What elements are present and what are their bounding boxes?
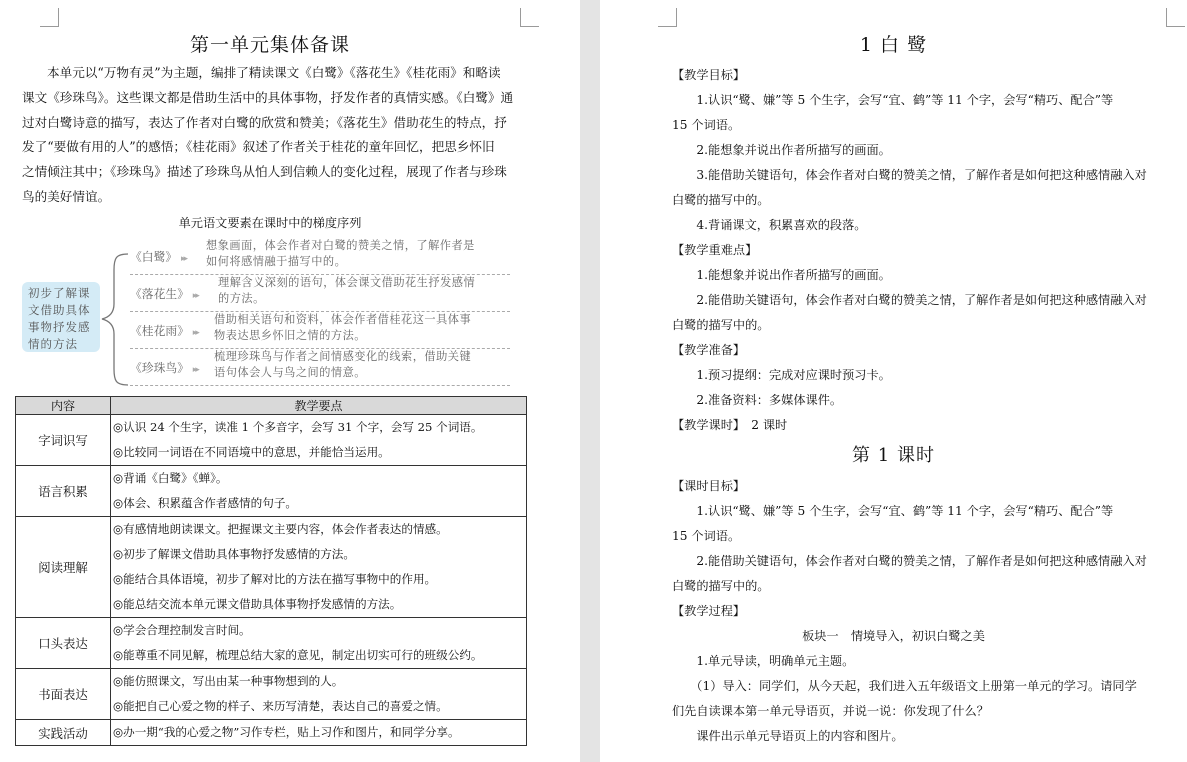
table-point: ◎体会、积累蕴含作者感情的句子。 [113,496,298,510]
crop-mark [40,8,59,27]
page-gutter [580,0,600,762]
table-points [111,669,527,720]
intro-paragraph [22,61,520,210]
text-line: 4.背诵课文，积累喜欢的段落。 [672,218,867,232]
teaching-points-table [15,396,527,746]
diagram-desc: 梳理珍珠鸟与作者之间情感变化的线索，借助关键 语句体会人与鸟之间的情意。 [214,350,472,379]
text-line: 2.能借助关键语句，体会作者对白鹭的赞美之情，了解作者是如何把这种感情融入对 [672,554,1147,568]
table-point: ◎能尊重不同见解，梳理总结大家的意见，制定出切实可行的班级公约。 [113,648,483,662]
text-line: 1.认识“鹭、嫌”等 5 个生字，会写“宜、鹤”等 11 个字，会写“精巧、配合”等 [672,504,1114,518]
table-header: 内容 [16,397,111,415]
text-line: （1）导入：同学们，从今天起，我们进入五年级语文上册第一单元的学习。请同学 [672,679,1137,693]
text-line: 1.单元导读，明确单元主题。 [672,654,855,668]
diagram-row [130,277,510,312]
table-point: ◎能总结交流本单元课文借助具体事物抒发感情的方法。 [113,597,402,611]
table-point: ◎认识 24 个生字，读准 1 个多音字，会写 31 个字，会写 25 个词语。 [113,420,483,434]
table-category: 字词识写 [16,415,111,466]
lesson-title: 1 白 鹭 [859,34,928,56]
text-line: 【教学过程】 [672,604,746,618]
table-point: ◎能把自己心爱之物的样子、来历写清楚，表达自己的喜爱之情。 [113,699,448,713]
crop-mark [658,8,677,27]
diagram-lesson: 《桂花雨》 ▸▸ [130,324,198,338]
diagram-row [130,314,510,349]
right-page [600,0,1187,762]
page-title: 第一单元集体备课 [189,34,350,56]
text-line: 2.能借助关键语句，体会作者对白鹭的赞美之情，了解作者是如何把这种感情融入对 [672,293,1147,307]
table-header-row [16,397,527,415]
diagram-title: 单元语文要素在课时中的梯度序列 [178,216,362,230]
table-point: ◎学会合理控制发言时间。 [113,623,251,637]
table-points [111,720,527,746]
text-line: 3.能借助关键语句，体会作者对白鹭的赞美之情，了解作者是如何把这种感情融入对 [672,168,1147,182]
diagram-lesson: 《落花生》 ▸▸ [130,287,198,301]
diagram-row [130,240,510,275]
diagram-lesson: 《白鹭》 ▸▸ [130,250,186,264]
text-line: 课件出示单元导语页上的内容和图片。 [672,729,904,743]
diagram-center-box: 初步了解课文借助具体事物抒发感情的方法 [22,282,100,352]
table-points [111,466,527,517]
table-point: ◎背诵《白鹭》《蝉》。 [113,471,228,485]
table-points [111,415,527,466]
diagram-desc: 借助相关语句和资料，体会作者借桂花这一具体事 物表达思乡怀旧之情的方法。 [214,313,472,342]
text-line: 白鹭的描写中的。 [672,579,770,593]
text-line: 们先自读课本第一单元导语页，并说一说：你发现了什么？ [672,704,989,718]
text-line: 15 个词语。 [672,118,741,132]
table-category: 口头表达 [16,618,111,669]
text-line: 白鹭的描写中的。 [672,318,770,332]
text-line: 【教学目标】 [672,68,746,82]
diagram-row [130,351,510,386]
text-line: 15 个词语。 [672,529,741,543]
table-category: 阅读理解 [16,517,111,618]
text-line: 1.能想象并说出作者所描写的画面。 [672,268,891,282]
brace-icon [100,252,130,387]
table-row [16,466,527,517]
intro-line: 本单元以“万物有灵”为主题，编排了精读课文《白鹭》《落花生》《桂花雨》和略读 [47,65,501,80]
text-line: 白鹭的描写中的。 [672,193,770,207]
intro-line: 鸟的美好情谊。 [22,188,111,204]
text-line: 1.认识“鹭、嫌”等 5 个生字，会写“宜、鹤”等 11 个字，会写“精巧、配合”等 [672,93,1114,107]
diagram-desc: 想象画面，体会作者对白鹭的赞美之情，了解作者是 如何将感情融于描写中的。 [206,239,475,268]
text-line: 【教学准备】 [672,343,746,357]
table-point: ◎有感情地朗读课文。把握课文主要内容，体会作者表达的情感。 [113,522,448,536]
table-row [16,618,527,669]
intro-line: 发了“要做有用的人”的感悟；《桂花雨》叙述了作者关于桂花的童年回忆，把思乡怀旧 [22,139,495,155]
text-line: 【课时目标】 [672,479,746,493]
table-row [16,517,527,618]
table-category: 实践活动 [16,720,111,746]
table-point: ◎初步了解课文借助具体事物抒发感情的方法。 [113,547,355,561]
intro-line: 过对白鹭诗意的描写，表达了作者对白鹭的欣赏和赞美；《落花生》借助花生的特点，抒 [22,114,507,130]
intro-line: 课文《珍珠鸟》。这些课文都是借助生活中的具体事物，抒发作者的真情实感。《白鹭》通 [22,89,514,105]
diagram-lesson: 《珍珠鸟》 ▸▸ [130,361,198,375]
table-point: ◎能结合具体语境，初步了解对比的方法在描写事物中的作用。 [113,572,437,586]
table-point: ◎比较同一词语在不同语境中的意思，并能恰当运用。 [113,445,390,459]
block-title: 板块一 情境导入，初识白鹭之美 [802,629,985,643]
table-header: 教学要点 [111,397,527,415]
table-category: 语言积累 [16,466,111,517]
text-line: 【教学重难点】 [672,243,758,257]
table-points [111,618,527,669]
crop-mark [520,8,539,27]
table-row [16,669,527,720]
table-row [16,720,527,746]
table-point: ◎办一期“我的心爱之物”习作专栏，贴上习作和图片，和同学分享。 [113,725,460,739]
text-line: 2.准备资料：多媒体课件。 [672,393,843,407]
lesson-subtitle: 第 1 课时 [852,445,935,466]
left-page [0,0,580,762]
table-points [111,517,527,618]
table-category: 书面表达 [16,669,111,720]
text-line: 【教学课时】 2 课时 [672,418,788,432]
crop-mark [1166,8,1185,27]
text-line: 2.能想象并说出作者所描写的画面。 [672,143,891,157]
table-point: ◎能仿照课文，写出由某一种事物想到的人。 [113,674,344,688]
intro-line: 之情倾注其中；《珍珠鸟》描述了珍珠鸟从怕人到信赖人的变化过程，展现了作者与珍珠 [22,164,507,180]
text-line: 1.预习提纲：完成对应课时预习卡。 [672,368,891,382]
diagram-desc: 理解含义深刻的语句，体会课文借助花生抒发感情 的方法。 [218,276,476,305]
table-row [16,415,527,466]
